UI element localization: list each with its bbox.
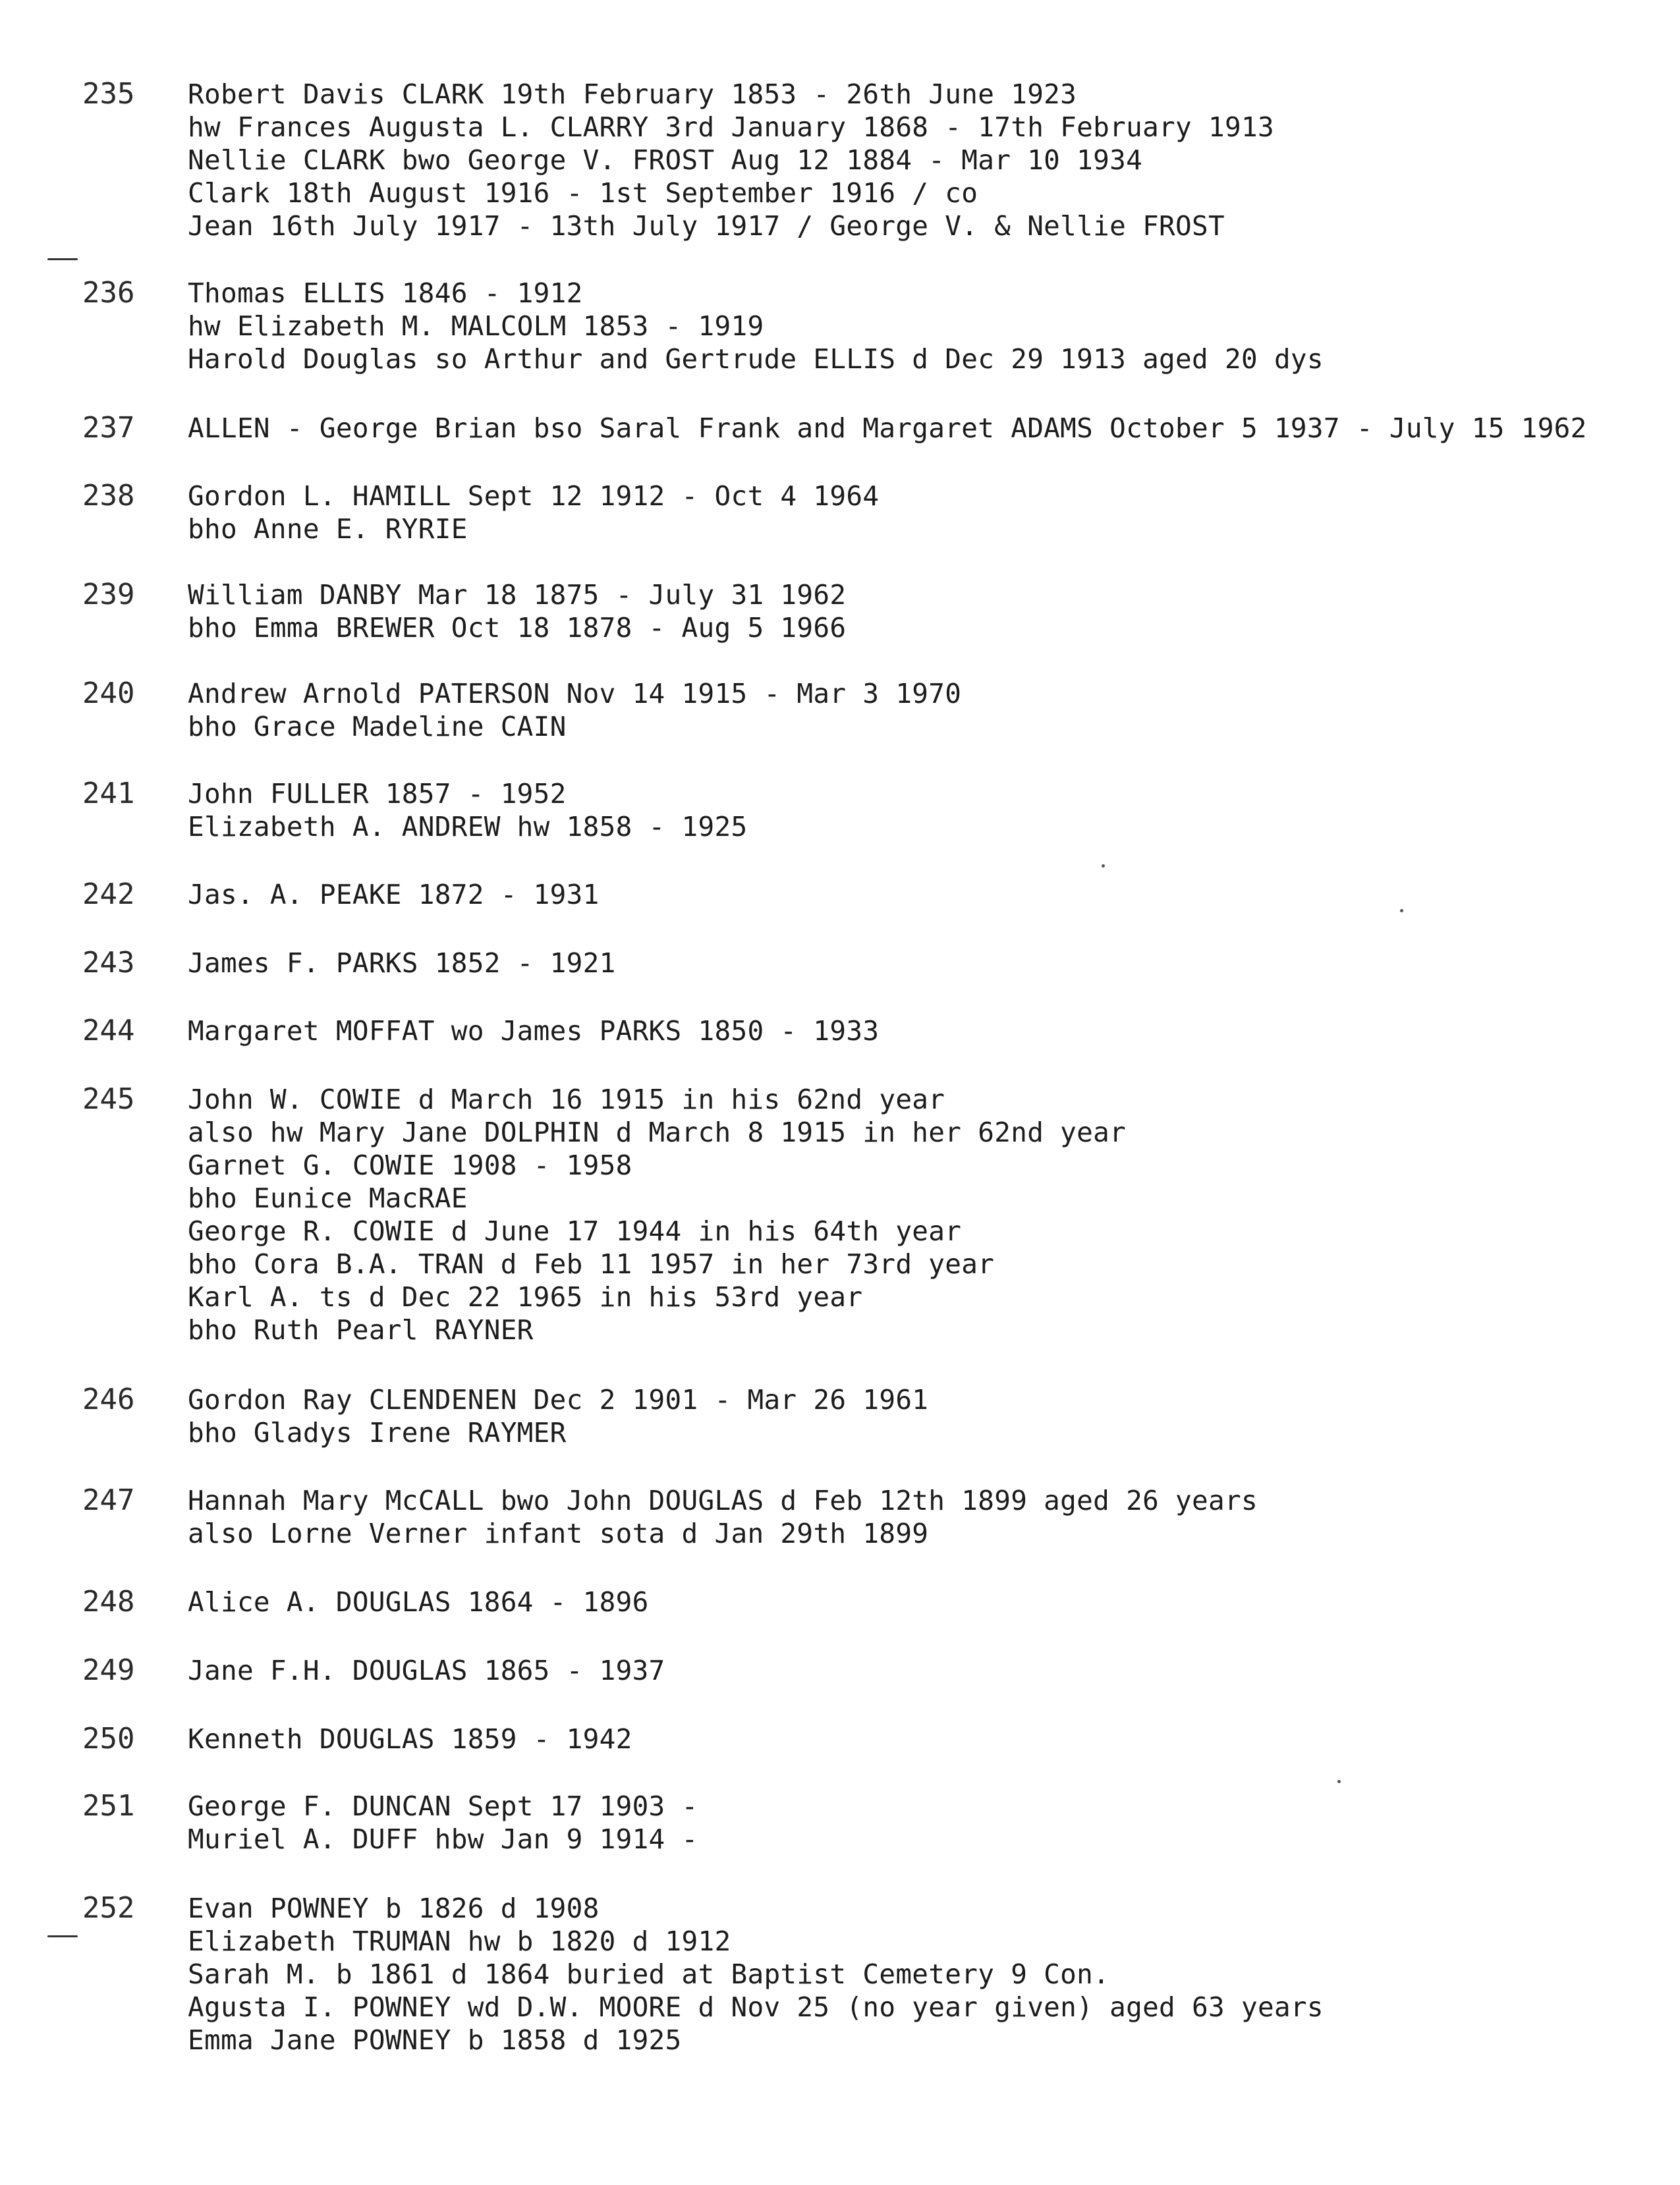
- entry-number: 251: [82, 1789, 135, 1823]
- entry-line: Nellie CLARK bwo George V. FROST Aug 12 1884 - Mar 10 1934: [188, 144, 1143, 176]
- entry-number: 237: [82, 411, 135, 445]
- entry-line: bho Emma BREWER Oct 18 1878 - Aug 5 1966: [188, 612, 847, 644]
- entry-line: Kenneth DOUGLAS 1859 - 1942: [188, 1723, 632, 1755]
- entry-line: bho Grace Madeline CAIN: [188, 711, 567, 742]
- entry-line: bho Gladys Irene RAYMER: [188, 1417, 567, 1449]
- entry-number: 239: [82, 578, 135, 611]
- entry-line: Garnet G. COWIE 1908 - 1958: [188, 1149, 632, 1181]
- entry-line: Clark 18th August 1916 - 1st September 1916 / co: [188, 177, 978, 209]
- speck: [1400, 909, 1403, 912]
- entry-number: 236: [82, 276, 135, 310]
- entry-line: bho Anne E. RYRIE: [188, 513, 468, 545]
- entry-number: 252: [82, 1891, 135, 1925]
- entry-number: 245: [82, 1082, 135, 1116]
- entry-line: Hannah Mary McCALL bwo John DOUGLAS d Feb 12th 1899 aged 26 years: [188, 1485, 1258, 1516]
- entry-number: 246: [82, 1383, 135, 1416]
- margin-mark: [47, 1935, 78, 1937]
- entry-number: 249: [82, 1653, 135, 1687]
- entry-line: Gordon L. HAMILL Sept 12 1912 - Oct 4 1964: [188, 480, 880, 512]
- entry-line: George F. DUNCAN Sept 17 1903 -: [188, 1790, 698, 1822]
- entry-line: Robert Davis CLARK 19th February 1853 - 26th June 1923: [188, 78, 1077, 110]
- entry-line: Sarah M. b 1861 d 1864 buried at Baptist Cemetery 9 Con.: [188, 1958, 1110, 1990]
- entry-line: ALLEN - George Brian bso Saral Frank and Margaret ADAMS October 5 1937 - July 15 1962: [188, 412, 1587, 444]
- entry-line: bho Ruth Pearl RAYNER: [188, 1314, 534, 1346]
- entry-number: 240: [82, 677, 135, 710]
- speck: [1337, 1780, 1341, 1783]
- entry-number: 250: [82, 1722, 135, 1756]
- entry-line: Evan POWNEY b 1826 d 1908: [188, 1893, 600, 1924]
- entry-number: 243: [82, 946, 135, 980]
- entry-line: Margaret MOFFAT wo James PARKS 1850 - 1933: [188, 1015, 880, 1047]
- entry-line: John FULLER 1857 - 1952: [188, 778, 567, 810]
- entry-number: 241: [82, 777, 135, 810]
- margin-mark: [47, 258, 78, 260]
- speck: [1102, 864, 1105, 868]
- entry-number: 235: [82, 77, 135, 111]
- entry-line: Emma Jane POWNEY b 1858 d 1925: [188, 2024, 682, 2056]
- entry-line: James F. PARKS 1852 - 1921: [188, 947, 616, 979]
- entry-line: also Lorne Verner infant sota d Jan 29th 1899: [188, 1518, 929, 1549]
- entry-line: Jane F.H. DOUGLAS 1865 - 1937: [188, 1655, 665, 1686]
- entry-line: Karl A. ts d Dec 22 1965 in his 53rd year: [188, 1281, 863, 1313]
- entry-number: 242: [82, 877, 135, 911]
- entry-line: John W. COWIE d March 16 1915 in his 62nd year: [188, 1084, 945, 1115]
- entry-line: bho Cora B.A. TRAN d Feb 11 1957 in her 73rd year: [188, 1248, 995, 1280]
- entry-number: 247: [82, 1483, 135, 1517]
- entry-line: Gordon Ray CLENDENEN Dec 2 1901 - Mar 26 1961: [188, 1384, 929, 1416]
- entry-line: Jean 16th July 1917 - 13th July 1917 / George V. & Nellie FROST: [188, 210, 1225, 242]
- entry-line: Agusta I. POWNEY wd D.W. MOORE d Nov 25 (no year given) aged 63 years: [188, 1991, 1324, 2023]
- entry-line: Muriel A. DUFF hbw Jan 9 1914 -: [188, 1823, 698, 1855]
- entry-line: Thomas ELLIS 1846 - 1912: [188, 277, 583, 309]
- entry-number: 248: [82, 1585, 135, 1618]
- entry-line: Harold Douglas so Arthur and Gertrude ELLIS d Dec 29 1913 aged 20 dys: [188, 343, 1324, 375]
- entry-number: 244: [82, 1014, 135, 1047]
- entry-line: William DANBY Mar 18 1875 - July 31 1962: [188, 579, 847, 611]
- entry-line: Elizabeth TRUMAN hw b 1820 d 1912: [188, 1925, 731, 1957]
- entry-line: bho Eunice MacRAE: [188, 1182, 468, 1214]
- entry-line: also hw Mary Jane DOLPHIN d March 8 1915 in her 62nd year: [188, 1117, 1127, 1148]
- entry-line: Andrew Arnold PATERSON Nov 14 1915 - Mar 3 1970: [188, 678, 962, 709]
- entry-line: Elizabeth A. ANDREW hw 1858 - 1925: [188, 811, 748, 843]
- entry-line: George R. COWIE d June 17 1944 in his 64th year: [188, 1215, 962, 1247]
- entry-line: hw Elizabeth M. MALCOLM 1853 - 1919: [188, 310, 764, 342]
- entry-line: Jas. A. PEAKE 1872 - 1931: [188, 879, 600, 910]
- entry-number: 238: [82, 479, 135, 512]
- entry-line: hw Frances Augusta L. CLARRY 3rd January 1868 - 17th February 1913: [188, 111, 1274, 143]
- entry-line: Alice A. DOUGLAS 1864 - 1896: [188, 1586, 649, 1618]
